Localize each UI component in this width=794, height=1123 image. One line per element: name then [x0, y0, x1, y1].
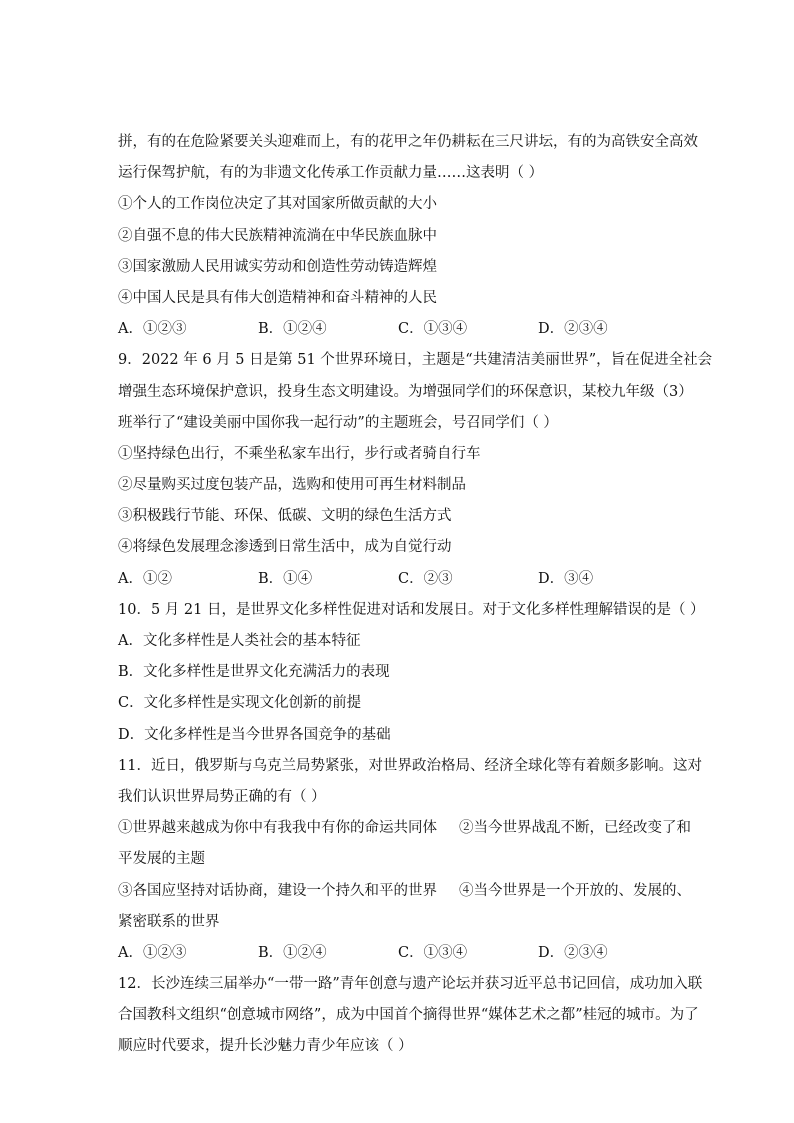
q10-option-b: B．文化多样性是世界文化充满活力的表现 [118, 664, 390, 681]
q10-option-a: A．文化多样性是人类社会的基本特征 [118, 633, 361, 649]
q12-stem-line-3: 顺应时代要求，提升长沙魅力青少年应该（ ） [118, 1038, 413, 1055]
q11-options [118, 938, 703, 969]
q11-statement-1: ①世界越来越成为你中有我我中有你的命运共同体 [118, 820, 437, 837]
q8-option-c: C．①③④ [398, 321, 468, 338]
q8-statement-2: ②自强不息的伟大民族精神流淌在中华民族血脉中 [118, 227, 437, 244]
q11-statement-3: ③各国应坚持对话协商，建设一个持久和平的世界 [118, 882, 437, 899]
q8-stem-line-1: 拼，有的在危险紧要关头迎难而上，有的花甲之年仍耕耘在三尺讲坛，有的为高铁安全高效 [118, 134, 698, 150]
q10-option-c: C．文化多样性是实现文化创新的前提 [118, 695, 362, 712]
q11-option-c: C．①③④ [398, 944, 468, 961]
q11-statements-row-1 [118, 813, 703, 844]
q9-stem-line-2: 增强生态环境保护意识，投身生态文明建设。为增强同学们的环保意识，某校九年级（3） [118, 383, 693, 400]
q8-option-a: A．①②③ [118, 321, 187, 338]
q10-stem-line-1: 10．5 月 21 日，是世界文化多样性促进对话和发展日。对于文化多样性理解错误的是（ ） [118, 601, 705, 618]
q12-stem-line-2: 合国教科文组织“创意城市网络”，成为中国首个摘得世界“媒体艺术之都”桂冠的城市。为了 [118, 1007, 699, 1024]
q11-statement-2-cont: 平发展的主题 [118, 851, 205, 868]
q11-statements-row-2 [118, 876, 703, 907]
q11-option-a: A．①②③ [118, 944, 187, 961]
q8-stem-line-2: 运行保驾护航，有的为非遗文化传承工作贡献力量……这表明（ ） [118, 165, 544, 182]
q9-stem-line-3: 班举行了“建设美丽中国你我一起行动”的主题班会，号召同学们（ ） [118, 414, 558, 431]
q8-statement-1: ①个人的工作岗位决定了其对国家所做贡献的大小 [118, 196, 437, 213]
q9-option-c: C．②③ [398, 570, 453, 587]
q9-stem-line-1: 9．2022 年 6 月 5 日是第 51 个世界环境日，主题是“共建清洁美丽世界”，旨在促进全社会 [118, 352, 713, 369]
q8-option-b: B．①②④ [258, 321, 327, 338]
q9-option-d: D．③④ [538, 570, 594, 587]
q9-option-a: A．①② [118, 570, 172, 587]
q11-stem-line-1: 11．近日，俄罗斯与乌克兰局势紧张，对世界政治格局、经济全球化等有着颇多影响。这对 [118, 757, 702, 774]
q8-option-d: D．②③④ [538, 321, 608, 338]
q9-statement-2: ②尽量购买过度包装产品，选购和使用可再生材料制品 [118, 477, 466, 494]
q9-statement-4: ④将绿色发展理念渗透到日常生活中，成为自觉行动 [118, 539, 452, 556]
exam-page [118, 127, 713, 1063]
q8-statement-4: ④中国人民是具有伟大创造精神和奋斗精神的人民 [118, 289, 437, 306]
q11-statement-2: ②当今世界战乱不断，已经改变了和 [459, 820, 691, 837]
q11-statement-4: ④当今世界是一个开放的、发展的、 [459, 882, 691, 899]
q11-statement-4-cont: 紧密联系的世界 [118, 913, 220, 930]
q9-options [118, 564, 703, 595]
q9-option-b: B．①④ [258, 570, 313, 587]
q8-options [118, 314, 703, 345]
q12-stem-line-1: 12．长沙连续三届举办“一带一路”青年创意与遗产论坛并获习近平总书记回信，成功加入联 [118, 976, 703, 993]
q11-option-b: B．①②④ [258, 944, 327, 961]
q11-stem-line-2: 我们认识世界局势正确的有（ ） [118, 788, 326, 805]
q9-statement-1: ①坚持绿色出行，不乘坐私家车出行，步行或者骑自行车 [118, 445, 481, 462]
q10-option-d: D．文化多样性是当今世界各国竞争的基础 [118, 726, 391, 743]
q11-option-d: D．②③④ [538, 944, 608, 961]
q9-statement-3: ③积极践行节能、环保、低碳、文明的绿色生活方式 [118, 508, 452, 525]
q8-statement-3: ③国家激励人民用诚实劳动和创造性劳动铸造辉煌 [118, 258, 437, 275]
